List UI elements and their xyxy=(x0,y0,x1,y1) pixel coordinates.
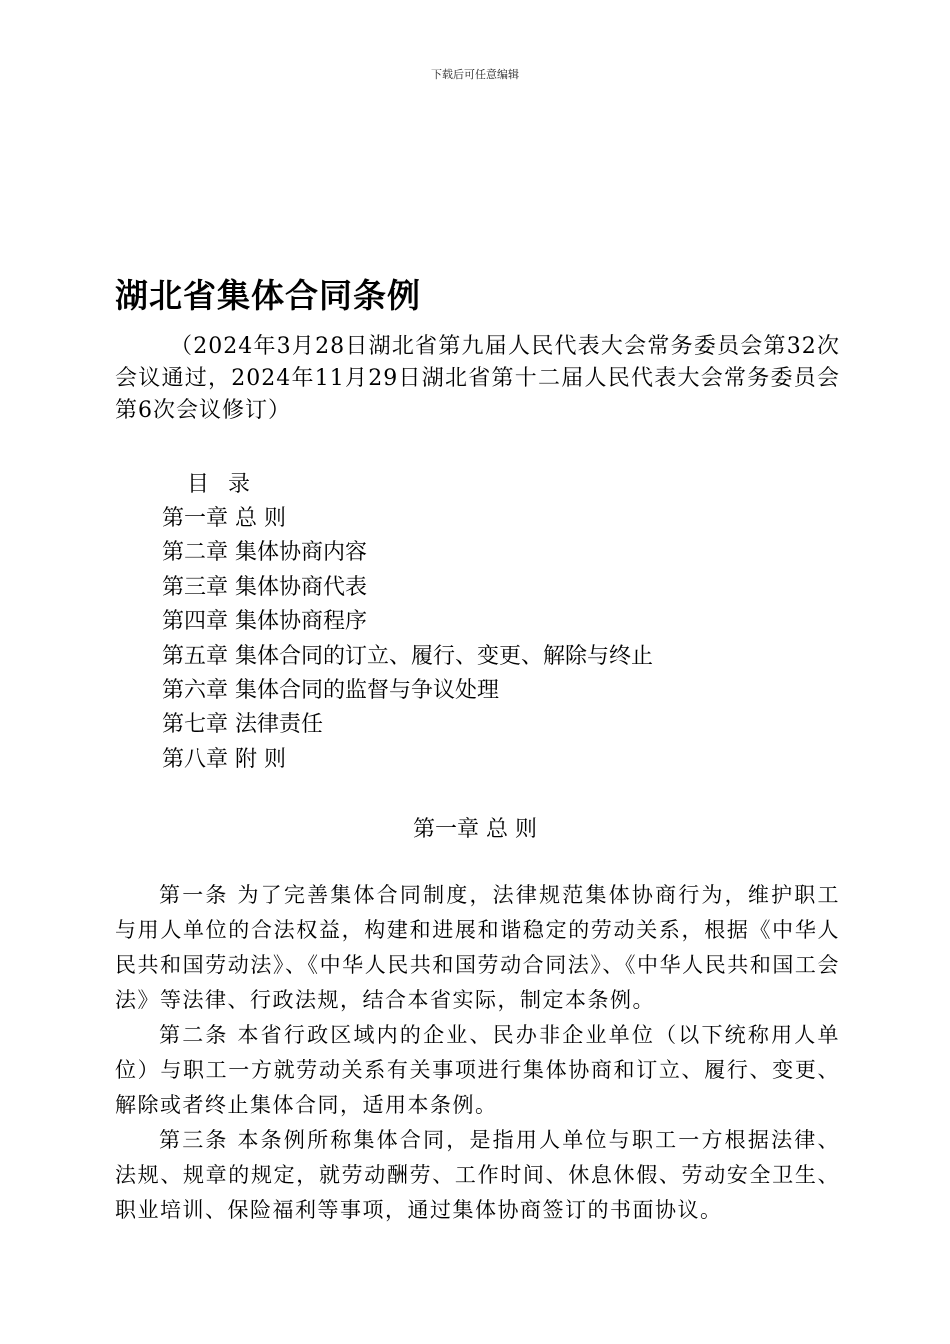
article-2: 第二条 本省行政区域内的企业、民办非企业单位（以下统称用人单位）与职工一方就劳动关系有关事项进行集体协商和订立、履行、变更、解除或者终止集体合同，适用本条例。 xyxy=(115,1023,840,1117)
article-3: 第三条 本条例所称集体合同，是指用人单位与职工一方根据法律、法规、规章的规定，就劳动酬劳、工作时间、休息休假、劳动安全卫生、职业培训、保险福利等事项，通过集体协商签订的书面协议。 xyxy=(115,1128,840,1222)
toc-item-5: 第五章 集体合同的订立、履行、变更、解除与终止 xyxy=(162,643,653,669)
page-header: 下载后可任意编辑 xyxy=(431,68,519,81)
table-of-contents xyxy=(162,468,653,777)
toc-item-6: 第六章 集体合同的监督与争议处理 xyxy=(162,677,499,703)
toc-item-4: 第四章 集体协商程序 xyxy=(162,609,367,635)
toc-item-8: 第八章 附 则 xyxy=(162,746,286,772)
article-1: 第一条 为了完善集体合同制度，法律规范集体协商行为，维护职工与用人单位的合法权益，构建和进展和谐稳定的劳动关系，根据《中华人民共和国劳动法》、《中华人民共和国劳动合同法》、《中华人民共和国工会法》等法律、行政法规，结合本省实际，制定本条例。 xyxy=(115,883,840,1012)
document-title: 湖北省集体合同条例 xyxy=(115,276,421,315)
toc-item-2: 第二章 集体协商内容 xyxy=(162,540,367,566)
toc-item-7: 第七章 法律责任 xyxy=(162,712,323,738)
toc-item-1: 第一章 总 则 xyxy=(162,506,286,531)
chapter-heading: 第一章 总 则 xyxy=(413,817,537,842)
toc-title: 目 录 xyxy=(187,472,256,497)
toc-item-3: 第三章 集体协商代表 xyxy=(162,574,367,600)
adoption-note: （2024年3月28日湖北省第九届人民代表大会常务委员会第32次会议通过，2024年11月29日湖北省第十二届人民代表大会常务委员会第6次会议修订） xyxy=(115,334,840,423)
article-body xyxy=(115,878,840,1228)
